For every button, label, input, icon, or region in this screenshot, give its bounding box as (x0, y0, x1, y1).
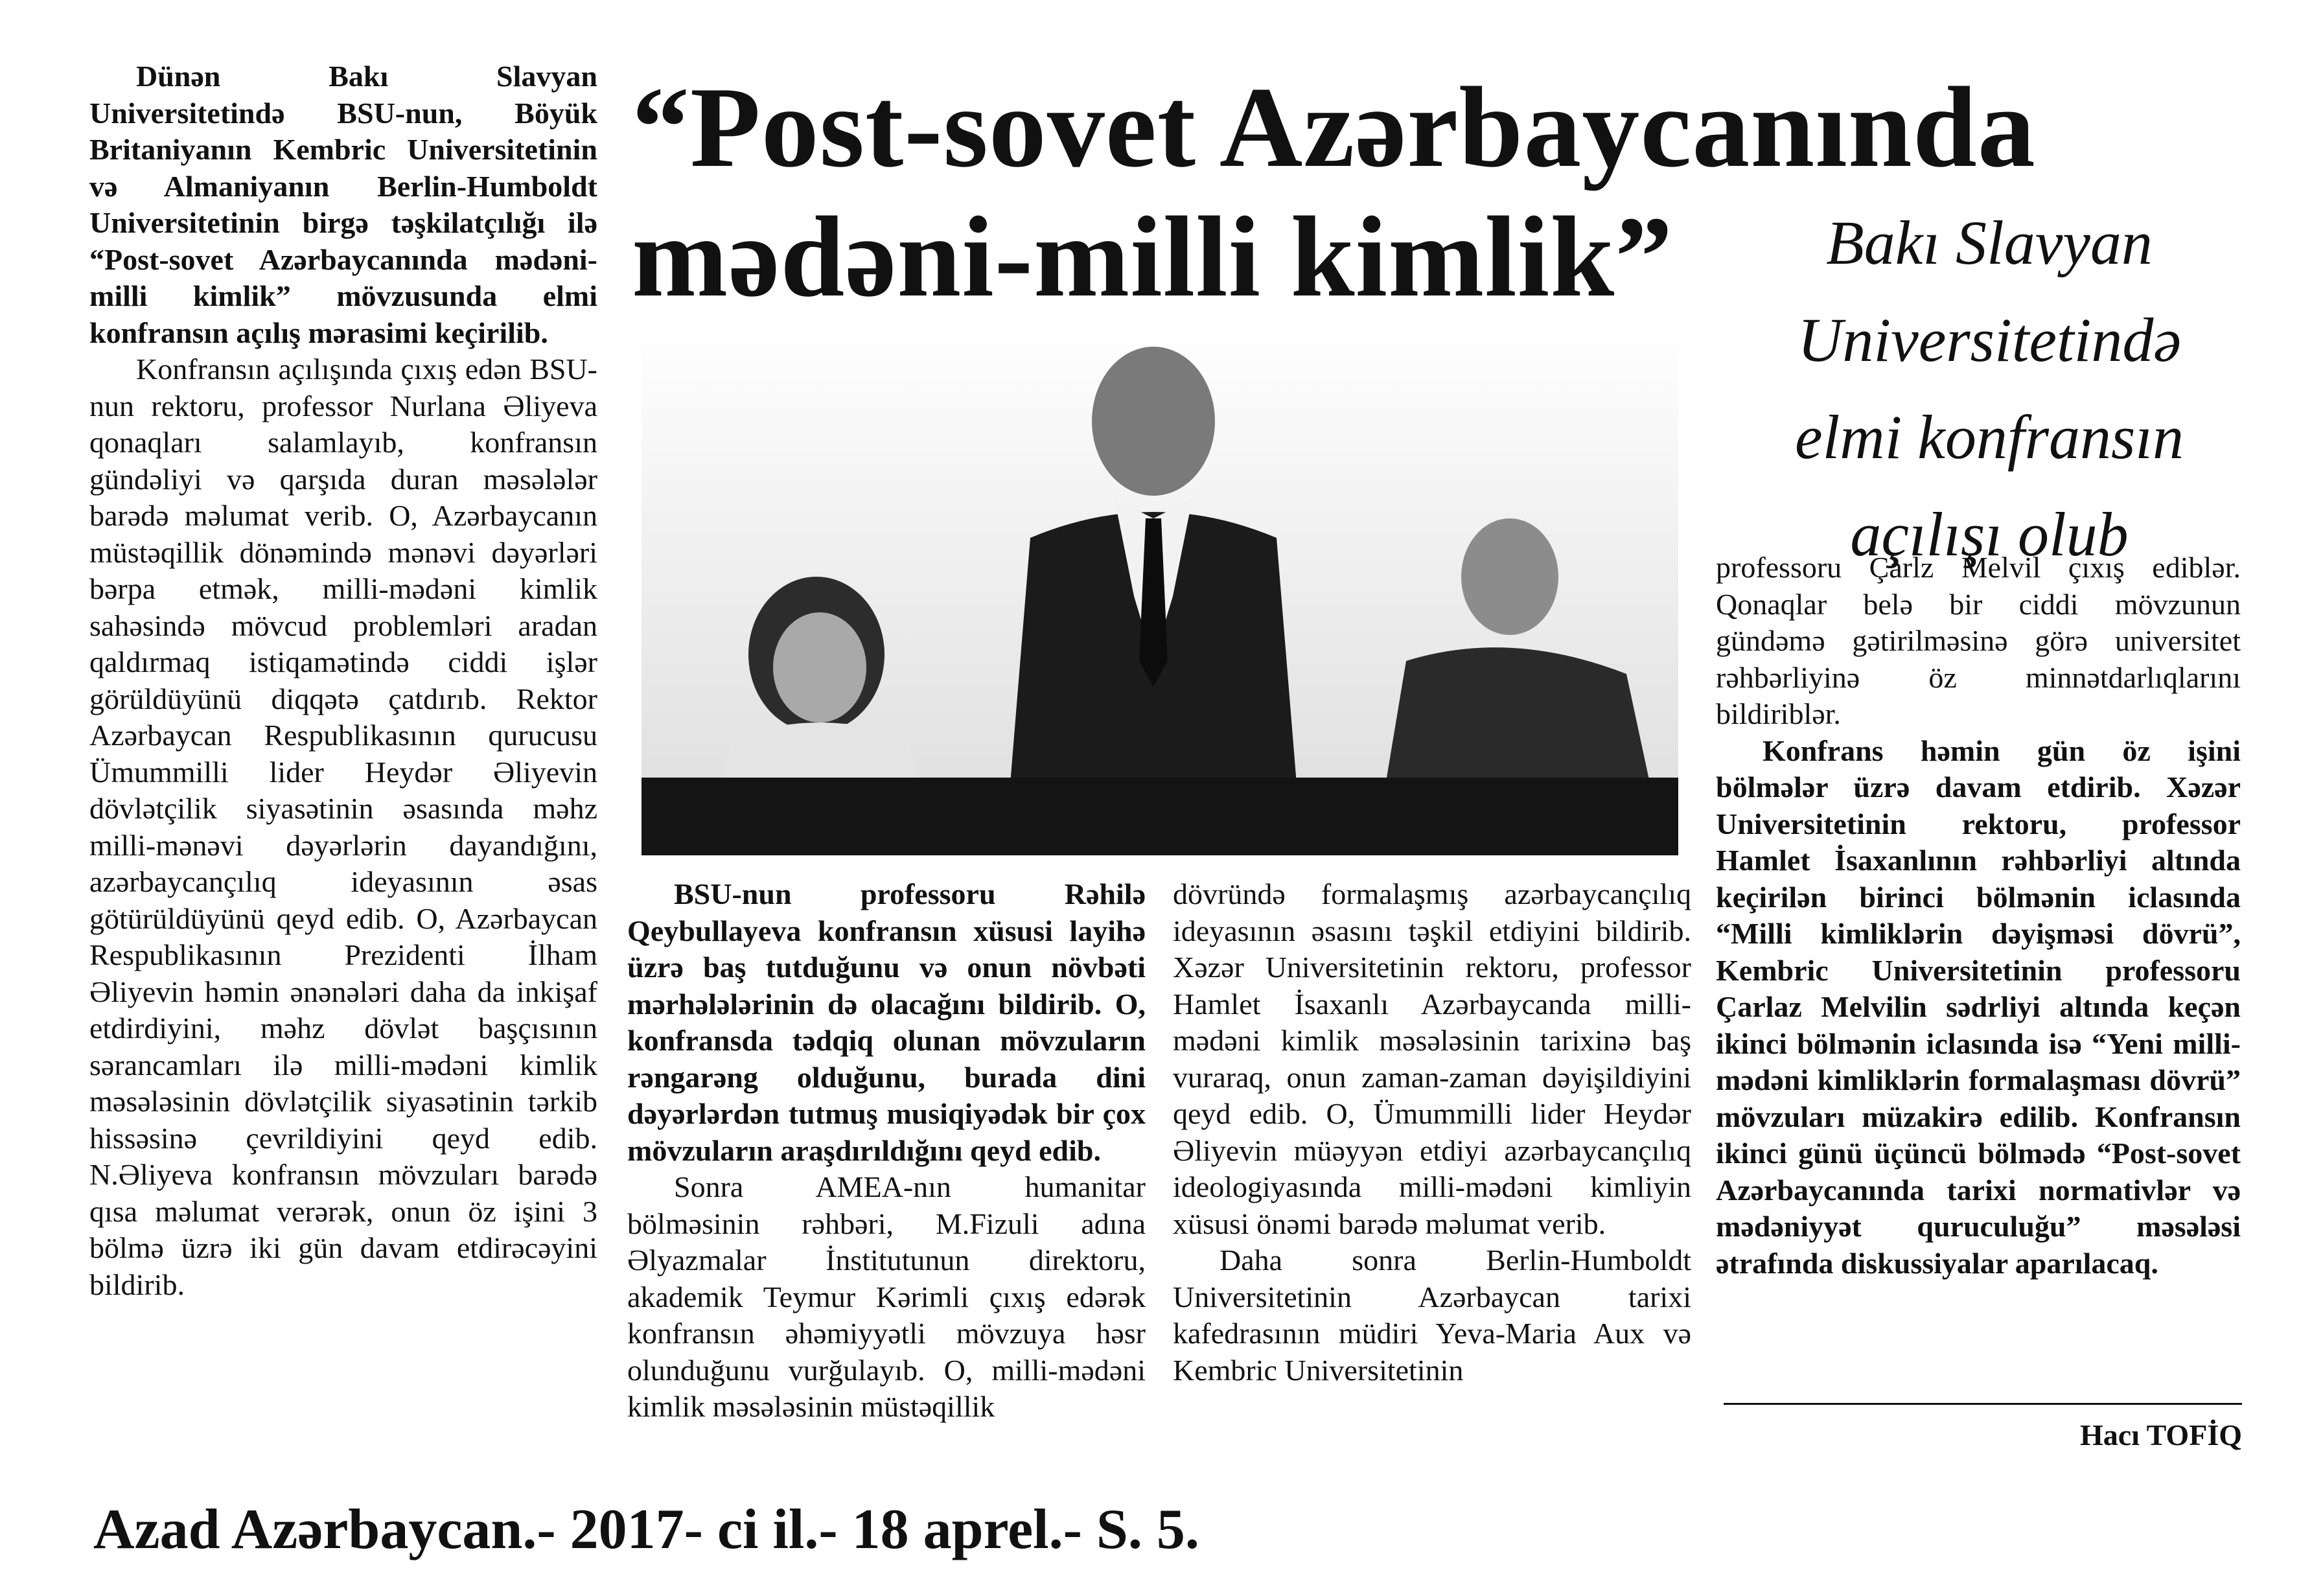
article-column-5 (1716, 549, 2241, 1282)
article-column-1 (89, 58, 597, 1303)
subheadline-line-3: elmi konfransın (1795, 402, 2184, 472)
headline-line-1: “Post-sovet Azərbaycanında (632, 63, 2036, 191)
bold-paragraph: Konfrans həmin gün öz işini bölmələr üzrə davam etdirib. Xəzər Universitetinin rektoru, professor Hamlet İsaxanlının rəhbərliyi altında keçirilən birinci bölmənin iclasında “Milli kimliklərin dəyişməsi dövrü”, Kembric Universitetinin professoru Çarlaz Melvilin sədrliyi altında keçən ikinci bölmənin iclasında isə “Yeni milli-mədəni kimliklərin formalaşması dövrü” mövzuları müzakirə edilib. Konfransın ikinci günü üçüncü bölmədə “Post-sovet Azərbaycanında tarixi normativlər və mədəniyyət quruculuğu” məsələsi ətrafında diskussiyalar aparılacaq. (1716, 734, 2241, 1280)
body-paragraph: Daha sonra Berlin-Humboldt Universitetinin Azərbaycan tarixi kafedrasının müdiri Yeva-Maria Aux və Kembric Universitetinin (1173, 1243, 1691, 1387)
subheadline-line-2: Universitetində (1798, 305, 2181, 375)
body-paragraph: Sonra AMEA-nın humanitar bölməsinin rəhbəri, M.Fizuli adına Əlyazmalar İnstitutunun direktoru, akademik Teymur Kərimli çıxış edərək konfransın əhəmiyyətli mövzuya həsr olunduğunu vurğulayıb. O, milli-mədəni kimlik məsələsinin müstəqillik (627, 1170, 1146, 1423)
lead-paragraph: Dünən Bakı Slavyan Universitetində BSU-nun, Böyük Britaniyanın Kembric Universitetinin və Almaniyanın Berlin-Humboldt Universitetinin birgə təşkilatçılığı ilə “Post-sovet Azərbaycanında mədəni-milli kimlik” mövzusunda elmi konfransın açılış mərasimi keçirilib. (89, 60, 597, 349)
conference-photo (642, 324, 1678, 855)
body-paragraph: Konfransın açılışında çıxış edən BSU-nun rektoru, professor Nurlana Əliyeva qonaqları salamlayıb, konfransın gündəliyi və qarşıda duran məsələlər barədə məlumat verib. O, Azərbaycanın müstəqillik dönəmində mənəvi dəyərləri bərpa etmək, milli-mədəni kimlik sahəsində mövcud problemləri aradan qaldırmaq istiqamətində ciddi işlər görüldüyünü diqqətə çatdırıb. Rektor Azərbaycan Respublikasının qurucusu Ümummilli lider Heydər Əliyevin dövlətçilik siyasətinin əsasında məhz milli-mənəvi dəyərlərin dayandığını, azərbaycançılıq ideyasının əsas götürüldüyünü qeyd edib. O, Azərbaycan Respublikasının Prezidenti İlham Əliyevin həmin ənənələri daha da inkişaf etdirdiyini, məhz dövlət başçısının sərancamları ilə milli-mədəni kimlik məsələsinin dövlətçilik siyasətinin tərkib hissəsinə çevrildiyini qeyd edib. N.Əliyeva konfransın mövzuları barədə qısa məlumat verərək, onun öz işini 3 bölmə üzrə iki gün davam etdirəcəyini bildirib. (89, 353, 597, 1301)
article-column-3 (627, 876, 1146, 1426)
headline-line-2: mədəni-milli kimlik” (632, 192, 1674, 321)
subheadline (1743, 194, 2236, 583)
signature-rule (1724, 1403, 2242, 1405)
body-paragraph: dövründə formalaşmış azərbaycançılıq ideyasının əsasını təşkil etdiyini bildirib. Xəzər Universitetinin rektoru, professor Hamlet İsaxanlı Azərbaycanda milli-mədəni kimlik məsələsinin tarixinə baş vuraraq, onun zaman-zaman dəyişildiyini qeyd edib. O, Ümummilli lider Heydər Əliyevin müəyyən etdiyi azərbaycançılıq ideologiyasında milli-mədəni kimliyin xüsusi önəmi barədə məlumat verib. (1173, 877, 1691, 1240)
subheadline-line-4: açılışı olub (1850, 500, 2129, 569)
body-paragraph: professoru Çarlz Melvil çıxış ediblər. Qonaqlar belə bir ciddi mövzunun gündəmə gətirilməsinə görə universitet rəhbərliyinə öz minnətdarlıqlarını bildiriblər. (1716, 551, 2241, 730)
author-signature: Hacı TOFİQ (2079, 1418, 2242, 1451)
article-column-4 (1173, 876, 1691, 1389)
source-citation: Azad Azərbaycan.- 2017- ci il.- 18 aprel.- S. 5. (93, 1498, 1199, 1561)
photo-illustration (642, 324, 1678, 855)
bold-paragraph: BSU-nun professoru Rəhilə Qeybullayeva konfransın xüsusi layihə üzrə baş tutduğunu və onun növbəti mərhələlərinin də olacağını bildirib. O, konfransda tədqiq olunan mövzuların rəngarəng olduğunu, burada dini dəyərlərdən tutmuş musiqiyədək bir çox mövzuların araşdırıldığını qeyd edib. (627, 877, 1146, 1167)
subheadline-line-1: Bakı Slavyan (1826, 208, 2153, 277)
